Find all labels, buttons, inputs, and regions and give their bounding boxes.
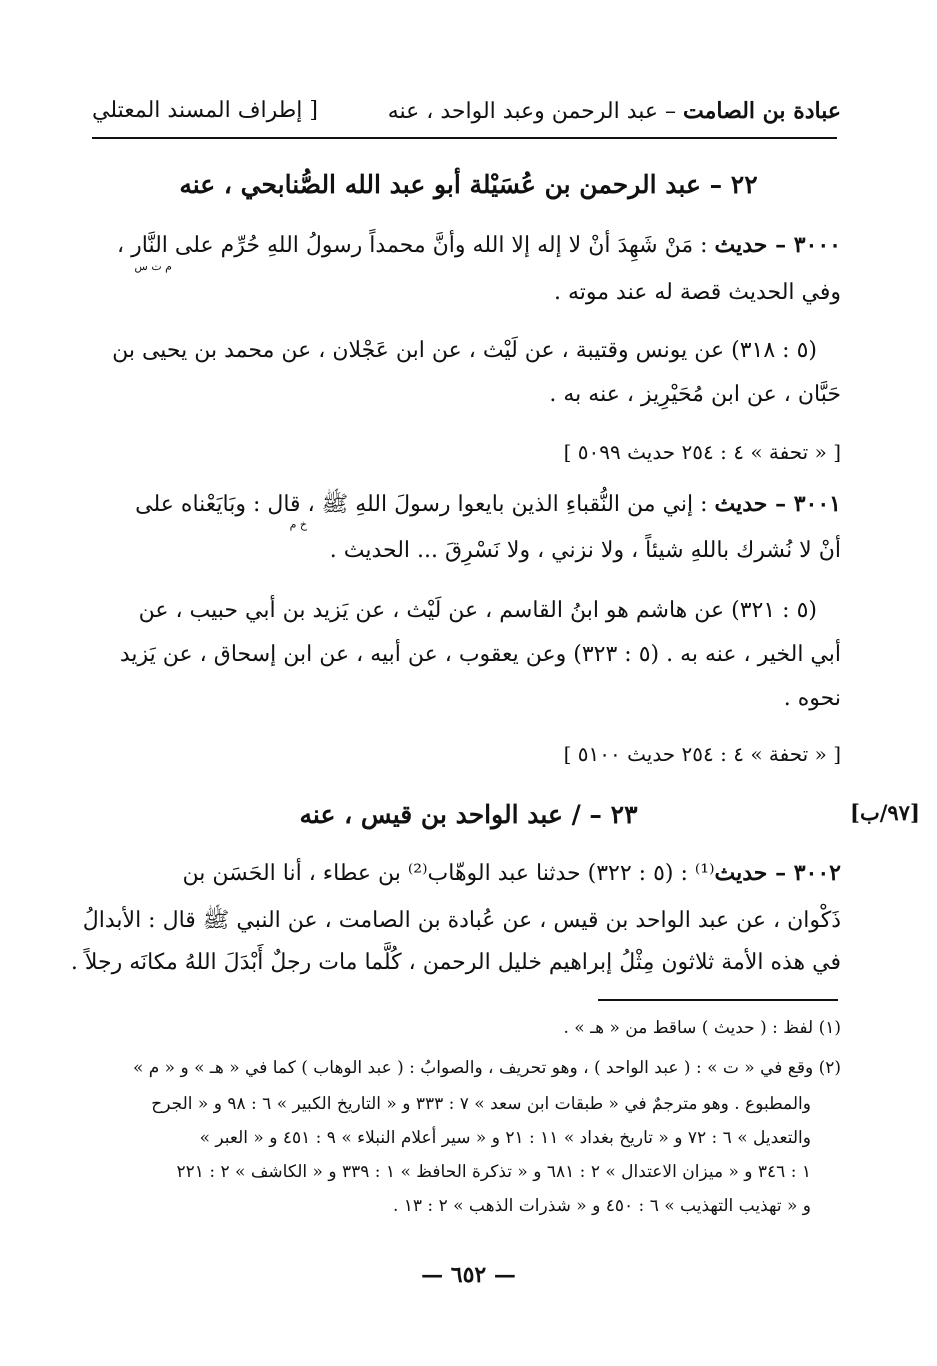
hadith-3001-sigla: خ م [289, 518, 307, 531]
hadith-3002-line-3: في هذه الأمة ثلاثون مِثْلُ إبراهيم خليل الرحمن ، كُلَّما مات رجلٌ أَبْدَلَ اللهُ مكانَه رجلاً . [70, 950, 841, 975]
hadith-3002-line-2: ذَكْوان ، عن عبد الواحد بن قيس ، عن عُبادة بن الصامت ، عن النبي ﷺ قال : الأبدالُ [82, 908, 841, 933]
hadith-3000-tuhfa: [ « تحفة » ٤ : ٢٥٤ حديث ٥٠٩٩ ] [563, 440, 841, 464]
hadith-3000-isnad-2: حَبَّان ، عن ابن مُحَيْرِيز ، عنه به . [549, 382, 841, 407]
hadith-3001-isnad-2: أبي الخير ، عنه به . (٥ : ٣٢٣) وعن يعقوب ، عن أبيه ، عن ابن إسحاق ، عن يَزيد [119, 642, 841, 667]
header-companion-name: عبادة بن الصامت [683, 98, 841, 124]
hadith-number: ٣٠٠٠ – حديث [714, 232, 841, 258]
header-rule [92, 137, 837, 139]
running-header-book-title: [ إطراف المسند المعتلي [92, 98, 318, 123]
manuscript-folio-note: [٩٧/ب] [850, 800, 920, 825]
hadith-text: : إني من النُّقباءِ الذين بايعوا رسولَ اللهِ ﷺ ، قال : وبَايَعْناه على [135, 492, 715, 517]
hadith-text: ⁽¹⁾ : (٥ : ٣٢٢) حدثنا عبد الوهّاب⁽²⁾ بن عطاء ، أنا الحَسَن بن [182, 861, 715, 886]
hadith-3000-isnad-1: (٥ : ٣١٨) عن يونس وقتيبة ، عن لَيْث ، عن ابن عَجْلان ، عن محمد بن يحيى بن [112, 338, 817, 363]
hadith-3000-line-2: وفي الحديث قصة له عند موته . [554, 280, 841, 305]
hadith-3002-line-1 [92, 860, 841, 886]
footnote-2-line-5: و « تهذيب التهذيب » ٦ : ٤٥٠ و « شذرات الذهب » ٢ : ١٣ . [392, 1196, 811, 1216]
hadith-number: ٣٠٠١ – حديث [714, 491, 841, 517]
hadith-3000-line-1 [92, 232, 841, 258]
footnote-rule [598, 999, 838, 1001]
page-number: — ٦٥٢ — [421, 1262, 516, 1288]
running-header-chapter [388, 98, 841, 124]
section-heading-23: ٢٣ – / عبد الواحد بن قيس ، عنه [299, 800, 638, 829]
hadith-3001-line-2: أنْ لا نُشرك باللهِ شيئاً ، ولا نزني ، ولا نَسْرِقَ ... الحديث . [329, 538, 841, 563]
hadith-text: : مَنْ شَهِدَ أنْ لا إله إلا الله وأنَّ محمداً رسولُ اللهِ حُرِّم على النَّار ، [117, 233, 715, 258]
hadith-3001-line-1 [92, 490, 841, 522]
hadith-3001-isnad-1: (٥ : ٣٢١) عن هاشم هو ابنُ القاسم ، عن لَيْث ، عن يَزيد بن أبي حبيب ، عن [138, 598, 817, 623]
footnote-2-line-1: (٢) وقع في « ت » : ( عبد الواحد ) ، وهو تحريف ، والصوابُ : ( عبد الوهاب ) كما في « هـ » و « م » [132, 1058, 841, 1078]
hadith-3001-tuhfa: [ « تحفة » ٤ : ٢٥٤ حديث ٥١٠٠ ] [563, 742, 841, 766]
hadith-number: ٣٠٠٢ – حديث [714, 860, 841, 886]
footnote-2-line-3: والتعديل » ٦ : ٧٢ و « تاريخ بغداد » ١١ : ٢١ و « سير أعلام النبلاء » ٩ : ٤٥١ و « العبر » [199, 1128, 811, 1148]
footnote-1: (١) لفظ : ( حديث ) ساقط من « هـ » . [563, 1018, 841, 1038]
hadith-3001-isnad-3: نحوه . [783, 686, 841, 711]
section-heading-22: ٢٢ – عبد الرحمن بن عُسَيْلة أبو عبد الله الصُّنابحي ، عنه [179, 170, 758, 199]
hadith-3000-sigla: م ت س [134, 260, 172, 273]
footnote-2-line-4: ١ : ٣٤٦ و « ميزان الاعتدال » ٢ : ٦٨١ و « تذكرة الحافظ » ١ : ٣٣٩ و « الكاشف » ٢ : ٢٢١ [176, 1162, 811, 1182]
header-subtitle: – عبد الرحمن وعبد الواحد ، عنه [387, 99, 684, 124]
footnote-2-line-2: والمطبوع . وهو مترجمٌ في « طبقات ابن سعد » ٧ : ٣٣٣ و « التاريخ الكبير » ٦ : ٩٨ و « الجرح [151, 1094, 811, 1114]
